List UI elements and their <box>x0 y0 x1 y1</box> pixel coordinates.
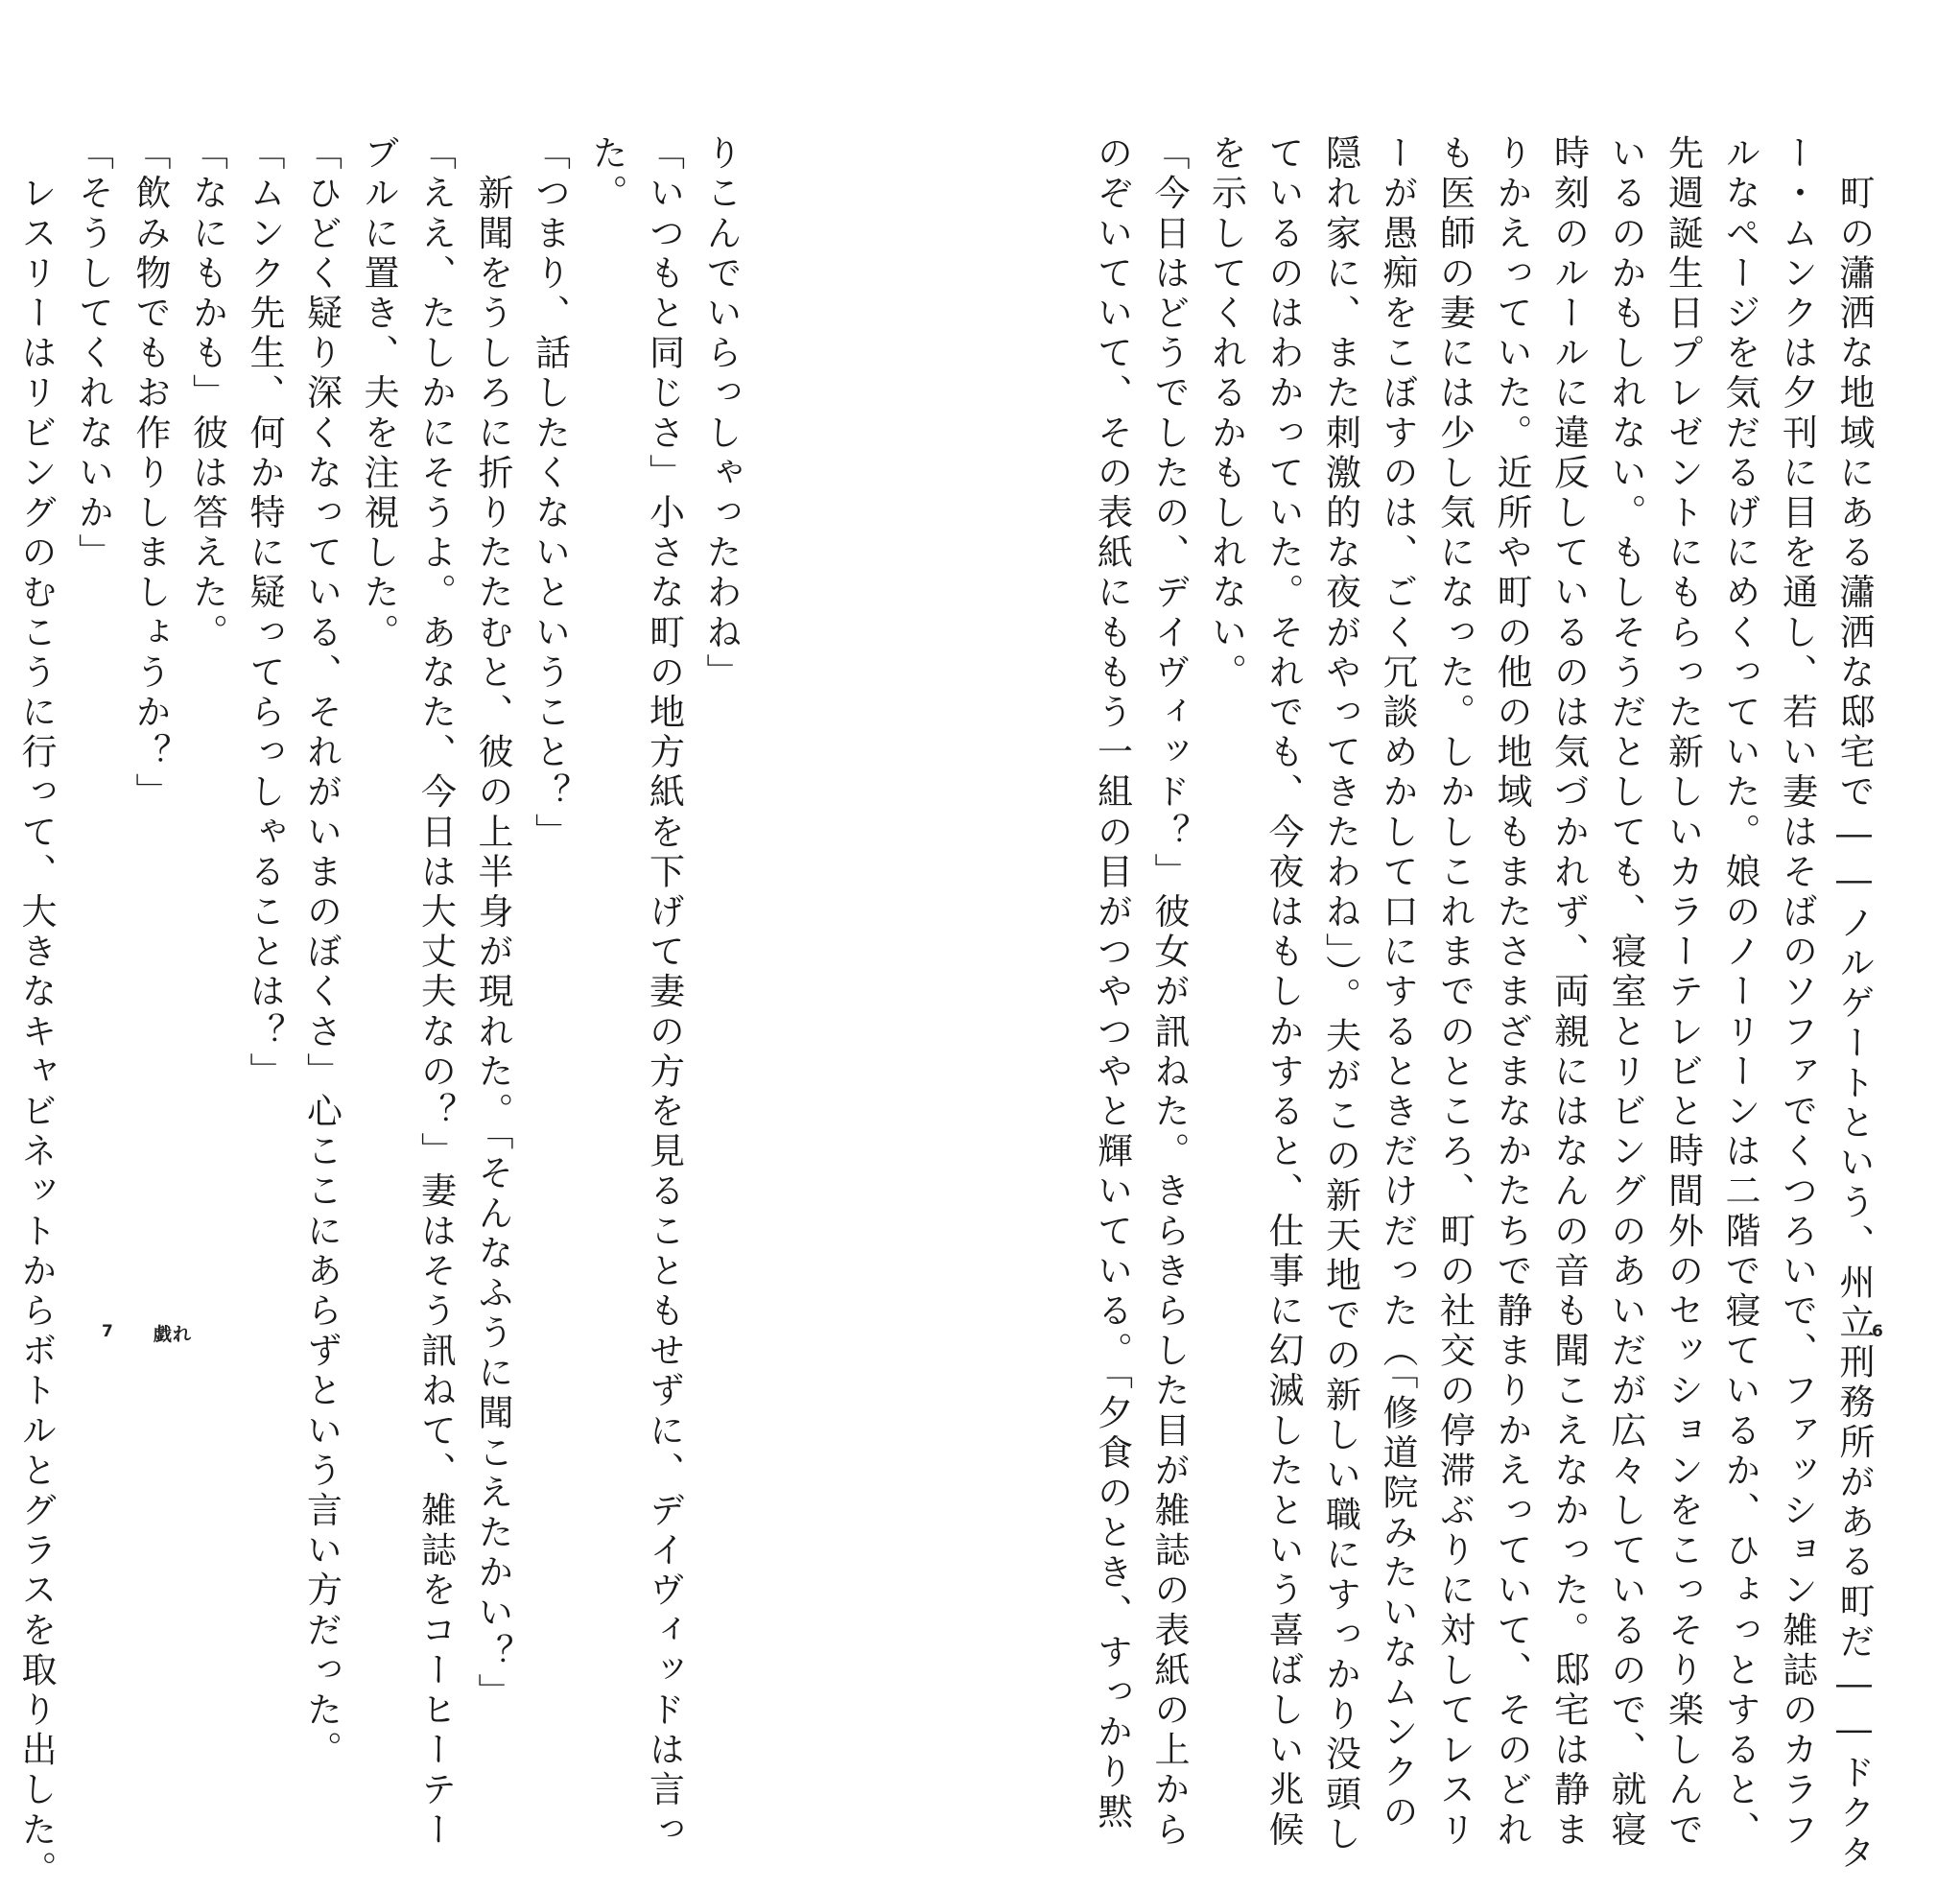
body-line: 「なにもかも」彼は答えた。 <box>186 134 228 653</box>
body-line <box>0 134 8 1286</box>
body-line: レスリーはリビングのむこうに行って、大きなキャビネットからボトルとグラスを取り出した。 <box>15 134 57 1890</box>
right-page-body <box>923 134 1882 1874</box>
running-head: 戯れ <box>153 1324 193 1345</box>
page-number: 7 <box>102 1322 113 1341</box>
body-line: 町の瀟洒な地域にある瀟洒な邸宅で――ノルゲートという、州立刑務所がある町だ――ドクタ <box>1833 134 1875 1874</box>
body-line: ーが愚痴をこぼすのは、ごく冗談めかして口にするときだけだった（「修道院みたいなムンクの <box>1377 134 1418 1833</box>
body-line: のぞいていて、その表紙にももう一組の目がつやつやと輝いている。「夕食のとき、すっかり黙 <box>1091 134 1133 1833</box>
body-line: も医師の妻には少し気になった。しかしこれまでのところ、町の社交の停滞ぶりに対してレスリ <box>1433 134 1476 1851</box>
page-number: 6 <box>1872 1322 1883 1341</box>
body-line: 先週誕生日プレゼントにもらった新しいカラーテレビと時間外のセッションをこっそり楽しんで <box>1662 134 1704 1851</box>
body-line: 「飲み物でもお作りしましょうか？」 <box>130 134 171 814</box>
body-line: 隠れ家に、また刺激的な夜がやってきたわね」）。夫がこの新天地での新しい職にすっかり没頭し <box>1319 134 1361 1855</box>
body-line: りこんでいらっしゃったわね」 <box>700 134 742 694</box>
body-line: りかえっていた。近所や町の他の地域もまたさまざまなかたちで静まりかえっていて、そのどれ <box>1491 134 1532 1851</box>
body-line: 「つまり、話したくないということ？」 <box>529 134 571 853</box>
body-line: ているのはわかっていた。それでも、今夜はもしかすると、仕事に幻滅したという喜ばしい兆候 <box>1263 134 1304 1851</box>
body-line: 時刻のルールに違反しているのは気づかれず、両親にはなんの音も聞こえなかった。邸宅は静ま <box>1547 134 1590 1851</box>
body-line: ブルに置き、夫を注視した。 <box>358 134 399 653</box>
right-page <box>980 0 1960 1874</box>
body-line: 「いつもと同じさ」小さな町の地方紙を下げて妻の方を見ることもせずに、デイヴィッドは言っ <box>643 134 685 1851</box>
body-line: いるのかもしれない。もしそうだとしても、寝室とリビングのあいだが広々しているので、就寝 <box>1605 134 1646 1851</box>
body-line: 「ええ、たしかにそうよ。あなた、今日は大丈夫なの？」妻はそう訊ねて、雑誌をコーヒーテー <box>414 134 457 1851</box>
body-line: ルなページを気だるげにめくっていた。娘のノーリーンは二階で寝ているか、ひょっとすると、 <box>1719 134 1760 1851</box>
body-line: 「今日はどうでしたの、デイヴィッド？」彼女が訊ねた。きらきらした目が雑誌の表紙の上から <box>1148 134 1190 1851</box>
body-line: 「ひどく疑り深くなっている、それがいまのぼくさ」心ここにあらずという言い方だった。 <box>300 134 342 1771</box>
body-line: を示してくれるかもしれない。 <box>1205 134 1247 694</box>
body-line: 「そうしてくれないか」 <box>72 134 114 574</box>
body-line: ー・ムンクは夕刊に目を通し、若い妻はそばのソファでくつろいで、ファッション雑誌のカラフ <box>1776 134 1818 1851</box>
body-line: 新聞をうしろに折りたたむと、彼の上半身が現れた。「そんなふうに聞こえたかい？」 <box>472 134 513 1713</box>
body-line: た。 <box>586 134 627 215</box>
body-line: 「ムンク先生、何か特に疑ってらっしゃることは？」 <box>244 134 285 1093</box>
